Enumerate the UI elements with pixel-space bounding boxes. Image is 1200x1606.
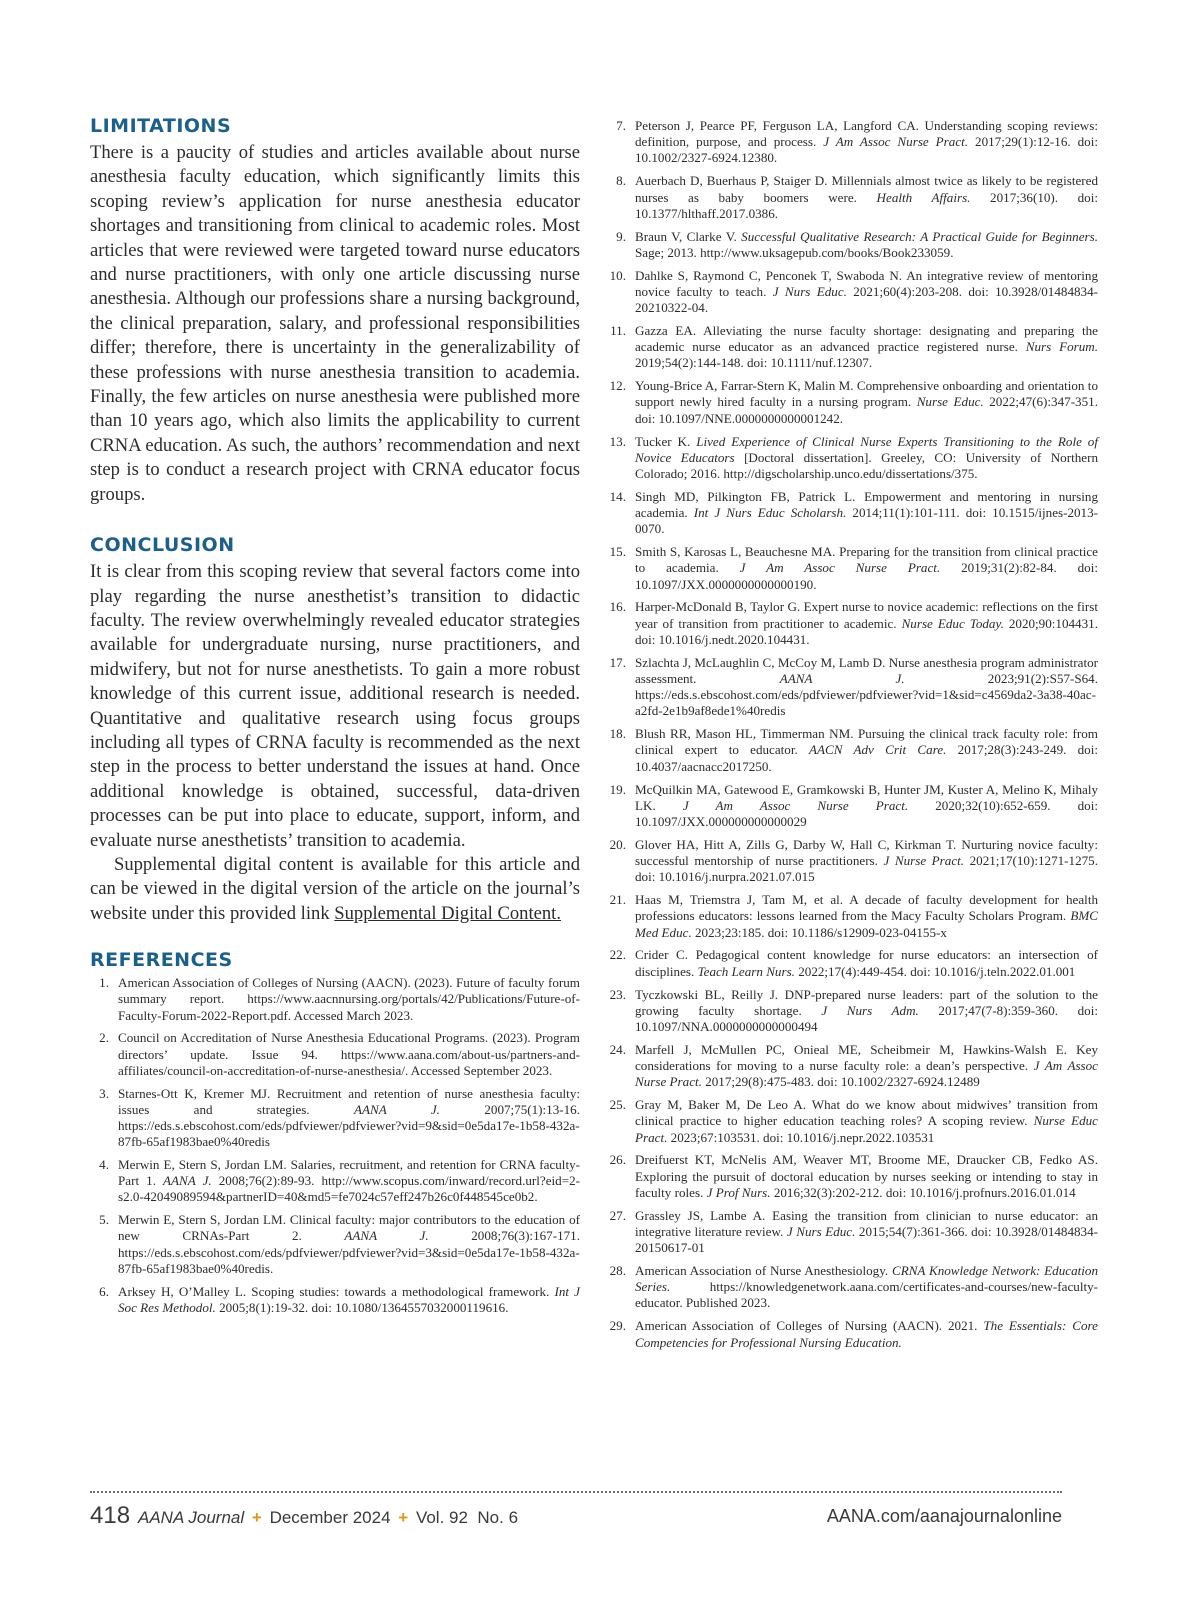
left-column [90,114,580,1323]
reference-details: 2021;60(4):203-208. doi: 10.3928/01484834-20210322-04. [635,283,1098,316]
reference-text [118,1284,580,1316]
reference-text [635,173,1098,222]
reference-journal: Int J Nurs Educ Scholarsh. [693,505,847,521]
reference-details: 2022;47(6):347-351. doi: 10.1097/NNE.0000000000001242. [635,394,1098,426]
limitations-section [90,114,580,507]
reference-text [635,268,1098,317]
journal-citation [138,1508,518,1528]
reference-authors-title: Dahlke S, Raymond C, Penconek T, Swaboda N. An integrative review of mentoring novice faculty to teach. [635,267,1098,299]
reference-details: 2015;54(7):361-366. doi: 10.3928/01484834-20150617-01 [635,1223,1099,1256]
reference-details: 2022;17(4):449-454. doi: 10.1016/j.teln.2022.01.001 [798,963,1076,979]
reference-number: 13. [609,433,626,449]
reference-number: 14. [609,488,626,504]
reference-authors-title: Singh MD, Pilkington FB, Patrick L. Empowerment and mentoring in nursing academia. [635,488,1098,521]
reference-number: 7. [616,118,626,133]
reference-item [603,1152,1098,1201]
reference-authors-title: American Association of Colleges of Nursing (AACN). (2023). Future of faculty forum summary report. https://www.aacnnursing.org/portals/42/Publications/Future-of-Faculty-Forum-2022-Report.pdf. Accessed March 2023. [118,975,580,1023]
reference-number: 12. [609,378,626,394]
reference-authors-title: Szlachta J, McLaughlin C, McCoy M, Lamb D. Nurse anesthesia program administrator assessment. [635,654,1098,686]
reference-journal: Int J Soc Res Methodol. [118,1283,580,1315]
reference-authors-title: Braun V, Clarke V. [635,228,737,244]
reference-item [90,1284,580,1316]
reference-authors-title: Tucker K. [635,433,691,449]
reference-item [603,892,1098,941]
reference-item [603,173,1098,222]
references-list-right [603,118,1098,1351]
reference-details: 2017;28(3):243-249. doi: 10.4037/aacnacc2017250. [635,742,1099,774]
reference-text [635,544,1098,593]
reference-number: 24. [609,1041,626,1057]
reference-number: 6. [99,1283,109,1299]
conclusion-paragraph: It is clear from this scoping review that several factors come into play regarding the nurse anesthetist’s transition to didactic faculty. The review overwhelmingly revealed educator strategies available for undergraduate nursing, nurse practitioners, and midwifery, but not for nurse anesthetists. To gain a more robust knowledge of this current issue, additional research is needed. Quantitative and qualitative research using focus groups including all types of CRNA faculty is recommended as the next step in the process to better understand the issues at hand. Once additional knowledge is obtained, successful, data-driven processes can be put into place to educate, support, inform, and evaluate nurse anesthetists’ transition to academia. [90,561,580,851]
reference-authors-title: Auerbach D, Buerhaus P, Staiger D. Millennials almost twice as likely to be registered nurses as baby boomers were. [635,173,1098,205]
reference-journal: Teach Learn Nurs. [697,963,795,979]
reference-journal: Nurse Educ. [916,394,984,410]
reference-details: https://knowledgenetwork.aana.com/certificates-and-courses/new-faculty-educator. Published 2023. [635,1279,1098,1311]
reference-number: 11. [610,322,626,338]
reference-details: 2008;76(2):89-93. http://www.scopus.com/inward/record.url?eid=2-s2.0-42049089594&partnerID=40&md5=fe7024c57eff247b26c0f448545ce0b2. [118,1173,580,1205]
reference-details: 2007;75(1):13-16. https://eds.s.ebscohost.com/eds/pdfviewer/pdfviewer?vid=9&sid=0e5da17e-1b58-432a-87fb-65af1983bae0%40redis [118,1101,580,1150]
reference-item [603,378,1098,427]
reference-text [635,947,1098,979]
conclusion-section [90,533,580,926]
reference-item [90,1030,580,1079]
reference-journal: J Am Assoc Nurse Pract. [823,134,969,150]
reference-journal: AANA J. [344,1228,429,1244]
reference-text [635,434,1098,483]
volume: Vol. 92 [415,1508,468,1527]
reference-authors-title: Smith S, Karosas L, Beauchesne MA. Preparing for the transition from clinical practice to academia. [635,544,1098,576]
reference-number: 25. [609,1097,626,1113]
reference-number: 22. [609,947,626,963]
reference-journal: AANA J. [354,1101,440,1117]
reference-text [635,323,1098,372]
reference-item [603,434,1098,483]
reference-authors-title: Merwin E, Stern S, Jordan LM. Clinical faculty: major contributors to the education of new CRNAs-Part 2. [118,1212,580,1244]
reference-text [635,892,1098,941]
page-number: 418 [90,1502,131,1529]
reference-journal: CRNA Knowledge Network: Education Series. [635,1263,1098,1295]
reference-journal: J Am Assoc Nurse Pract. [682,797,909,813]
reference-details: Sage; 2013. http://www.uksagepub.com/books/Book233059. [635,244,954,260]
reference-details: 2005;8(1):19-32. doi: 10.1080/1364557032000119616. [219,1299,509,1315]
reference-text [635,1042,1098,1091]
reference-text [635,229,1098,261]
reference-item [603,229,1098,261]
issue-date: December 2024 [269,1508,391,1527]
reference-authors-title: Tyczkowski BL, Reilly J. DNP-prepared nurse leaders: part of the solution to the growing faculty shortage. [635,986,1098,1018]
footer-divider [90,1491,1062,1493]
references-section [90,948,580,1316]
reference-item [603,599,1098,648]
reference-item [603,1318,1098,1350]
reference-text [635,1208,1098,1257]
reference-details: 2019;31(2):82-84. doi: 10.1097/JXX.0000000000000190. [635,560,1098,592]
reference-item [603,655,1098,720]
reference-text [635,837,1098,886]
reference-details: 2017;29(8):475-483. doi: 10.1002/2327-6924.12489 [705,1074,980,1090]
reference-item [603,544,1098,593]
reference-item [603,1097,1098,1146]
reference-item [90,975,580,1024]
reference-authors-title: Young-Brice A, Farrar-Stern K, Malin M. Comprehensive onboarding and orientation to support newly hired faculty in a nursing program. [635,378,1098,410]
reference-number: 18. [609,726,626,742]
reference-authors-title: Council on Accreditation of Nurse Anesthesia Educational Programs. (2023). Program directors’ update. Issue 94. https://www.aana.com/about-us/partners-and-affiliates/council-on-accreditation-of-nurse-anesthesia/. Accessed September 2023. [118,1030,580,1078]
reference-authors-title: Gazza EA. Alleviating the nurse faculty shortage: designating and preparing the academic nurse educator as an advanced practice registered nurse. [635,322,1098,355]
reference-number: 2. [99,1030,109,1046]
reference-journal: The Essentials: Core Competencies for Professional Nursing Education. [635,1318,1098,1350]
reference-details: 2020;32(10):652-659. doi: 10.1097/JXX.000000000000029 [635,797,1098,829]
reference-number: 20. [609,836,626,852]
journal-url-link[interactable]: AANA.com/aanajournalonline [826,1506,1062,1526]
reference-item [90,1086,580,1151]
reference-journal: J Nurse Pract. [883,853,965,869]
reference-authors-title: Crider C. Pedagogical content knowledge for nurse educators: an intersection of disciplines. [635,947,1098,979]
reference-item [603,1042,1098,1091]
reference-item [603,489,1098,538]
reference-number: 8. [616,173,626,189]
reference-details: 2017;29(1):12-16. doi: 10.1002/2327-6924.12380. [635,134,1098,166]
reference-details: 2020;90:104431. doi: 10.1016/j.nedt.2020.104431. [635,615,1098,647]
reference-details: 2017;47(7-8):359-360. doi: 10.1097/NNA.0000000000000494 [635,1002,1098,1034]
reference-item [90,1157,580,1206]
reference-text [635,987,1098,1036]
separator-icon: + [398,1508,409,1527]
reference-authors-title: Merwin E, Stern S, Jordan LM. Salaries, recruitment, and retention for CRNA faculty-Part 1. [118,1157,580,1189]
reference-number: 29. [609,1318,626,1334]
reference-number: 27. [609,1207,626,1223]
reference-authors-title: Harper-McDonald B, Taylor G. Expert nurse to novice academic: reflections on the first year of transition from practitioner to academic. [635,599,1098,631]
reference-number: 19. [609,781,626,797]
reference-text [118,1030,580,1079]
reference-journal: Successful Qualitative Research: A Practical Guide for Beginners. [741,228,1098,244]
reference-text [635,1097,1098,1146]
reference-authors-title: McQuilkin MA, Gatewood E, Gramkowski B, Hunter JM, Kuster A, Melino K, Mihaly LK. [635,781,1098,813]
reference-authors-title: Starnes-Ott K, Kremer MJ. Recruitment and retention of nurse anesthesia faculty: issues and strategies. [118,1085,580,1117]
reference-details: 2016;32(3):202-212. doi: 10.1016/j.profnurs.2016.01.014 [773,1184,1076,1200]
supplemental-digital-content-link[interactable]: Supplemental Digital Content. [334,902,561,924]
references-list-left [90,975,580,1316]
reference-text [635,782,1098,831]
right-column [603,118,1098,1357]
reference-text [635,378,1098,427]
reference-authors-title: Haas M, Triemstra J, Tam M, et al. A decade of faculty development for health professions educators: lessons learned from the Macy Faculty Scholars Program. [635,892,1098,924]
reference-number: 5. [99,1212,109,1228]
reference-text [635,599,1098,648]
reference-item [603,323,1098,372]
reference-number: 10. [609,267,626,283]
reference-authors-title: Arksey H, O’Malley L. Scoping studies: towards a methodological framework. [118,1283,550,1299]
reference-item [603,1263,1098,1312]
limitations-heading: LIMITATIONS [90,115,232,137]
supplemental-paragraph [90,853,580,926]
page-footer [90,1500,1062,1536]
reference-details: 2017;36(10). doi: 10.1377/hlthaff.2017.0386. [635,189,1099,221]
reference-journal: J Am Assoc Nurse Pract. [635,1058,1098,1090]
reference-details: 2023;23:185. doi: 10.1186/s12909-023-04155-x [695,924,947,940]
reference-journal: J Nurs Educ. [786,1223,856,1239]
reference-journal: J Prof Nurs. [706,1184,771,1200]
reference-authors-title: Grassley JS, Lambe A. Easing the transition from clinician to nurse educator: an integrative literature review. [635,1207,1098,1239]
reference-text [635,1263,1098,1312]
reference-journal: J Am Assoc Nurse Pract. [739,560,941,576]
reference-item [603,1208,1098,1257]
reference-journal: Health Affairs. [876,189,971,205]
journal-name: AANA Journal [138,1508,245,1527]
reference-number: 23. [609,986,626,1002]
reference-authors-title: American Association of Nurse Anesthesiology. [635,1263,889,1279]
reference-item [603,947,1098,979]
reference-text [635,655,1098,720]
reference-number: 3. [99,1085,109,1101]
reference-journal: Lived Experience of Clinical Nurse Experts Transitioning to the Role of Novice Educators [635,433,1098,465]
reference-authors-title: Dreifuerst KT, McNelis AM, Weaver MT, Broome ME, Draucker CB, Fedko AS. Exploring the pursuit of doctoral education by nurses seeking or intending to stay in faculty roles. [635,1152,1098,1200]
reference-journal: Nurse Educ Pract. [635,1113,1098,1145]
reference-details: 2023;67:103531. doi: 10.1016/j.nepr.2022.103531 [670,1129,935,1145]
reference-number: 16. [609,599,626,615]
references-heading: REFERENCES [90,949,233,972]
reference-details: 2008;76(3):167-171. https://eds.s.ebscohost.com/eds/pdfviewer/pdfviewer?vid=3&sid=0e5da17e-1b58-432a-87fb-65af1983bae0%40redis. [118,1228,580,1276]
conclusion-heading: CONCLUSION [90,534,235,557]
reference-item [603,782,1098,831]
reference-authors-title: American Association of Colleges of Nursing (AACN). 2021. [635,1318,978,1334]
reference-details: 2014;11(1):101-111. doi: 10.1515/ijnes-2013-0070. [635,505,1099,537]
reference-number: 17. [609,654,626,670]
reference-authors-title: Gray M, Baker M, De Leo A. What do we know about midwives’ transition from clinical practice to higher education teaching roles? A scoping review. [635,1097,1098,1129]
reference-text [635,1152,1098,1201]
reference-item [603,726,1098,775]
reference-item [90,1212,580,1277]
reference-text [118,1212,580,1277]
reference-text [118,1086,580,1151]
reference-authors-title: Peterson J, Pearce PF, Ferguson LA, Langford CA. Understanding scoping reviews: definition, purpose, and process. [635,118,1098,150]
reference-text [635,489,1098,538]
reference-journal: J Nurs Educ. [772,283,847,299]
reference-text [635,1318,1098,1350]
separator-icon: + [251,1508,262,1527]
reference-number: 9. [616,228,626,244]
reference-number: 1. [99,975,109,991]
reference-details: 2021;17(10):1271-1275. doi: 10.1016/j.nurpra.2021.07.015 [635,853,1098,885]
reference-number: 26. [609,1152,626,1168]
reference-journal: BMC Med Educ. [635,908,1098,940]
reference-journal: AACN Adv Crit Care. [809,742,947,758]
limitations-paragraph: There is a paucity of studies and articles available about nurse anesthesia faculty education, which significantly limits this scoping review’s application for nurse anesthesia educator shortages and transitioning from clinical to academic roles. Most articles that were reviewed were targeted toward nurse educators and nurse practitioners, with only one article discussing nurse anesthesia. Although our professions share a nursing background, the clinical preparation, salary, and professional responsibilities differ; therefore, there is uncertainty in the generalizability of these professions with nurse anesthesia transition to academia. Finally, the few articles on nurse anesthesia were published more than 10 years ago, which also limits the applicability to current CRNA education. As such, the authors’ recommendation and next step is to conduct a research project with CRNA educator focus groups. [90,142,580,505]
reference-text [118,1157,580,1206]
reference-number: 28. [609,1263,626,1279]
reference-text [118,975,580,1024]
reference-item [603,118,1098,167]
reference-journal: Nurs Forum. [1025,339,1099,355]
reference-authors-title: Blush RR, Mason HL, Timmerman NM. Pursuing the clinical track faculty role: from clinical expert to educator. [635,726,1098,758]
reference-item [603,987,1098,1036]
reference-number: 21. [609,892,626,908]
reference-journal: Nurse Educ Today. [901,615,1004,631]
reference-authors-title: Marfell J, McMullen PC, Onieal ME, Scheibmeir M, Hawkins-Walsh E. Key considerations for moving to a nurse faculty role: a dean’s perspective. [635,1041,1098,1074]
reference-journal: J Nurs Adm. [821,1002,919,1018]
reference-journal: AANA J. [779,670,905,686]
reference-journal: AANA J. [163,1173,212,1189]
reference-text [635,118,1098,167]
issue-number: No. 6 [477,1508,519,1527]
reference-text [635,726,1098,775]
reference-details: 2023;91(2):S57-S64. https://eds.s.ebscohost.com/eds/pdfviewer/pdfviewer?vid=1&sid=c4569da2-3a38-40ac-a2fd-2e1b9af8ede1%40redis [635,670,1099,719]
supplemental-text: Supplemental digital content is available for this article and can be viewed in the digital version of the article on the journal’s website under this provided link [90,853,580,924]
reference-number: 15. [609,544,626,560]
reference-number: 4. [99,1157,109,1172]
reference-authors-title: Glover HA, Hitt A, Zills G, Darby W, Hall C, Kirkman T. Nurturing novice faculty: successful mentorship of nurse practitioners. [635,836,1098,869]
reference-item [603,837,1098,886]
reference-details: [Doctoral dissertation]. Greeley, CO: University of Northern Colorado; 2016. http://digscholarship.unco.edu/dissertations/375. [635,449,1098,481]
reference-details: 2019;54(2):144-148. doi: 10.1111/nuf.12307. [635,355,873,371]
reference-item [603,268,1098,317]
